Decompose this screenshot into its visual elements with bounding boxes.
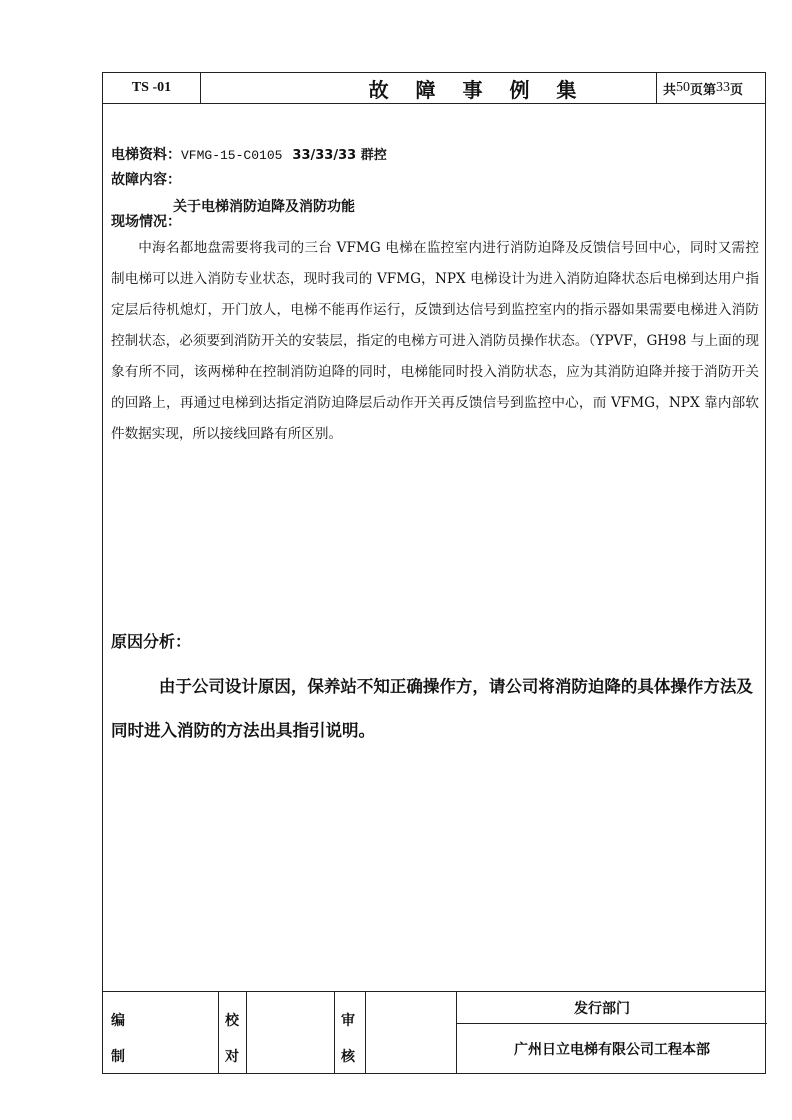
compile-char-1: 编 bbox=[111, 1013, 125, 1029]
site-description: 中海名都地盘需要将我司的三台 VFMG 电梯在监控室内进行消防迫降及反馈信号回中心，同时又需控制电梯可以进入消防专业状态，现时我司的 VFMG，NPX 电梯设计为进入消防迫降状态后电梯到达用户指定层后待机熄灯，开门放人，电梯不能再作运行，反馈到达信号到监控室内的指示器如果需要电梯进入消防控制状态，必须要到消防开关的安装层，指定的电梯方可进入消防员操作状态。（YPVF，GH98 与上面的现象有所不同，该两梯种在控制消防迫降的同时，电梯能同时投入消防状态，应为其消防迫降并接于消防开关的回路上，再通过电梯到达指定消防迫降层后动作开关再反馈信号到监控中心，而 VFMG，NPX 靠内部软件数据实现，所以接线回路有所区别。 bbox=[111, 240, 759, 442]
signature-row bbox=[103, 991, 765, 1074]
compile-char-2: 制 bbox=[111, 1049, 125, 1065]
dept-name: 广州日立电梯有限公司工程本部 bbox=[514, 1042, 710, 1058]
check-char-1: 校 bbox=[225, 1013, 239, 1029]
elevator-model: VFMG-15-C0105 bbox=[181, 148, 283, 163]
report-body bbox=[111, 143, 759, 450]
review-char-2: 核 bbox=[341, 1049, 355, 1065]
elevator-group: 33/33/33 群控 bbox=[292, 148, 387, 163]
fault-subject: 关于电梯消防迫降及消防功能 bbox=[173, 199, 355, 215]
cause-description: 由于公司设计原因，保养站不知正确操作方，请公司将消防迫降的具体操作方法及同时进入消防的方法出具指引说明。 bbox=[111, 677, 753, 740]
issuing-department bbox=[456, 992, 767, 1074]
review-cell bbox=[335, 992, 366, 1074]
check-cell bbox=[225, 992, 335, 1074]
check-char-2: 对 bbox=[225, 1049, 239, 1065]
review-char-1: 审 bbox=[341, 1013, 355, 1029]
site-label: 现场情况： bbox=[111, 214, 181, 230]
fault-label: 故障内容： bbox=[111, 172, 181, 188]
elevator-info bbox=[111, 143, 759, 167]
page-prefix: 共 bbox=[663, 82, 677, 98]
page-suffix: 页 bbox=[730, 82, 744, 98]
document-frame bbox=[102, 72, 766, 1074]
header-row bbox=[103, 73, 765, 104]
document-code: TS -01 bbox=[103, 73, 201, 103]
page-total: 50 bbox=[676, 80, 691, 95]
document-title: 故 障 事 例 集 bbox=[368, 77, 587, 102]
cause-label: 原因分析： bbox=[111, 632, 192, 651]
dept-label: 发行部门 bbox=[457, 992, 767, 1024]
elevator-label: 电梯资料： bbox=[111, 147, 181, 163]
page-mid: 页第 bbox=[690, 82, 717, 98]
compile-cell bbox=[103, 992, 219, 1074]
page-indicator bbox=[656, 73, 767, 103]
page-current: 33 bbox=[716, 80, 731, 95]
